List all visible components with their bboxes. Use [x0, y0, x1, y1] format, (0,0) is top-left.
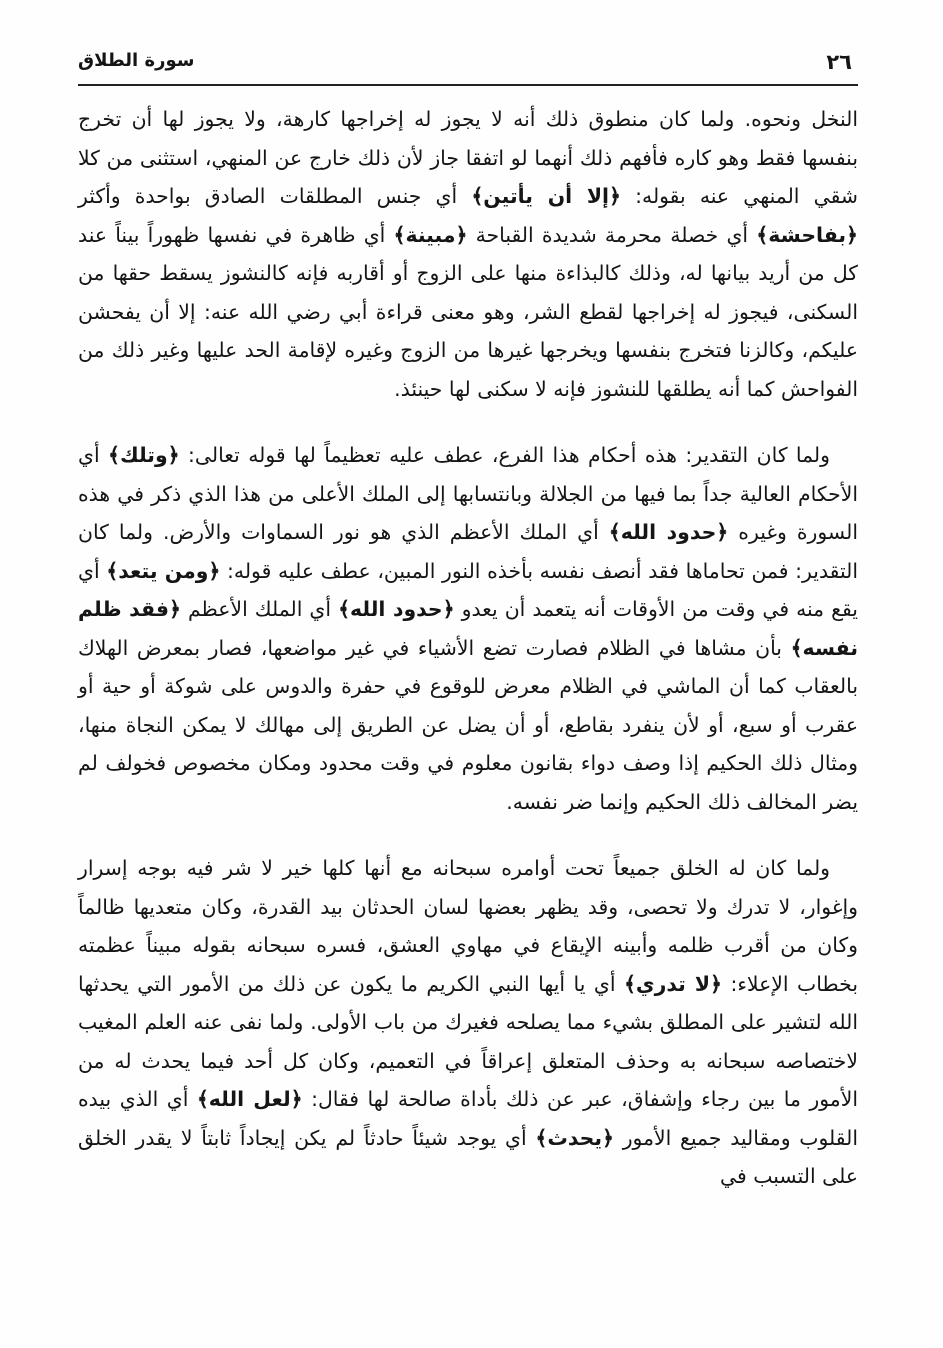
text-run: أي يا أيها النبي الكريم ما يكون عن ذلك من الأمور التي يحدثها الله لتشير على المطلق بشيء مما يصلحه فغيرك من باب الأولى. ولما نفى عنه العلم المغيب لاختصاصه سبحانه به وحذف المتعلق إعراقاً في التعميم، وكان كل أحد فيما يحدث له من الأمور ما بين رجاء وإشفاق، عبر عن ذلك بأداة صالحة لها فقال:	[78, 971, 859, 1111]
quran-quote: ﴿ومن يتعد﴾	[106, 558, 221, 583]
text-run: أي جنس المطلقات الصادق بواحدة وأكثر	[78, 184, 472, 208]
text-run: أي الملك الأعظم الذي هو نور السماوات والأرض. ولما كان التقدير: فمن تحاماها فقد أنصف نفسه بأخذه النور المبين، عطف عليه قوله:	[78, 520, 858, 583]
quran-quote: ﴿حدود الله﴾	[608, 520, 729, 544]
quran-quote: ﴿إلا أن يأتين﴾	[471, 184, 621, 208]
text-run: أي يقع منه في وقت من الأوقات أنه يتعمد أن يعدو	[78, 558, 858, 621]
quran-quote: ﴿مبينة﴾	[393, 222, 468, 247]
paragraph-2	[78, 436, 858, 821]
text-run: أي يوجد شيئاً حادثاً لم يكن إيجاداً ثابتاً لا يقدر الخلق على التسبب في	[78, 1125, 858, 1188]
paragraph-3	[78, 849, 858, 1196]
quran-quote: ﴿حدود الله﴾	[338, 597, 455, 621]
text-run: أي ظاهرة في نفسها ظهوراً بيناً عند كل من أريد بيانها له، وذلك كالبذاءة منها على الزوج أو أقاربه فإنه كالنشوز يسقط حقها من السكنى، فيجوز له إخراجها لقطع الشر، وهو معنى قراءة أبي رضي الله عنه: إلا أن يفحشن عليكم، وكالزنا فتخرج بنفسها ويخرجها غيرها من الزوج وغيره لإقامة الحد عليها وغير ذلك من الفواحش كما أنه يطلقها للنشوز فإنه لا سكنى لها حينئذ.	[78, 222, 858, 401]
quran-quote: ﴿وتلك﴾	[108, 443, 180, 467]
running-header	[78, 40, 858, 86]
text-run: ولما كان له الخلق جميعاً تحت أوامره سبحانه مع أنها كلها خير لا شر فيه بوجه إسرار وإغوار، لا تدرك ولا تحصى، وقد يظهر بعضها لسان الحدثان بيد القدرة، وكان متعديها ظالماً وكان من أقرب ظلمه وأبينه الإيقاع في مهاوي العشق، فسره سبحانه بقوله مبيناً عظمته بخطاب الإعلاء:	[78, 856, 858, 996]
text-run: أي الذي بيده القلوب ومقاليد جميع الأمور	[78, 1087, 858, 1150]
quran-quote: ﴿بفاحشة﴾	[756, 222, 858, 247]
text-run: النخل ونحوه. ولما كان منطوق ذلك أنه لا يجوز له إخراجها كارهة، ولا يجوز لها أن تخرج بنفسها فقط وهو كاره فأفهم ذلك أنهما لو اتفقا جاز لأن ذلك خارج عن المنهي، استثنى من كلا شقي المنهي عنه بقوله:	[78, 107, 858, 208]
text-run: ولما كان التقدير: هذه أحكام هذا الفرع، عطف عليه تعظيماً لها قوله تعالى:	[179, 443, 830, 467]
paragraph-1	[78, 100, 858, 408]
quran-quote: ﴿فقد ظلم نفسه﴾	[78, 597, 858, 660]
paragraph-gap	[78, 408, 858, 436]
surah-title: سورة الطلاق	[78, 50, 195, 71]
text-run: بأن مشاها في الظلام فصارت تضع الأشياء في غير مواضعها، فصار بمعرض الهلاك بالعقاب كما أن الماشي في الظلام معرض للوقوع في حفرة والدوس على شوكة أو حية أو عقرب أو سبع، أو لأن ينفرد بقاطع، أو أن يضل عن الطريق إلى مهالك لا يمكن النجاة منها، ومثال ذلك الحكيم إذا وصف دواء بقانون معلوم في وقت محدود ومكان مخصوص فخولف لم يضر المخالف ذلك الحكيم وإنما ضر نفسه.	[78, 635, 858, 814]
book-page	[78, 40, 858, 1330]
quran-quote: ﴿يحدث﴾	[535, 1125, 614, 1150]
quran-quote: ﴿لعل الله﴾	[196, 1087, 303, 1111]
paragraph-gap	[78, 821, 858, 849]
text-run: أي الأحكام العالية جداً بما فيها من الجلالة وبانتسابها إلى الملك الأعلى من هذا الذي ذكر في هذه السورة وغيره	[78, 443, 858, 544]
text-run: أي خصلة محرمة شديدة القباحة	[467, 222, 757, 247]
body-text	[78, 100, 858, 1196]
quran-quote: ﴿لا تدري﴾	[623, 971, 722, 996]
page-number: ٢٦	[826, 50, 852, 74]
text-run: أي الملك الأعظم	[180, 597, 339, 621]
